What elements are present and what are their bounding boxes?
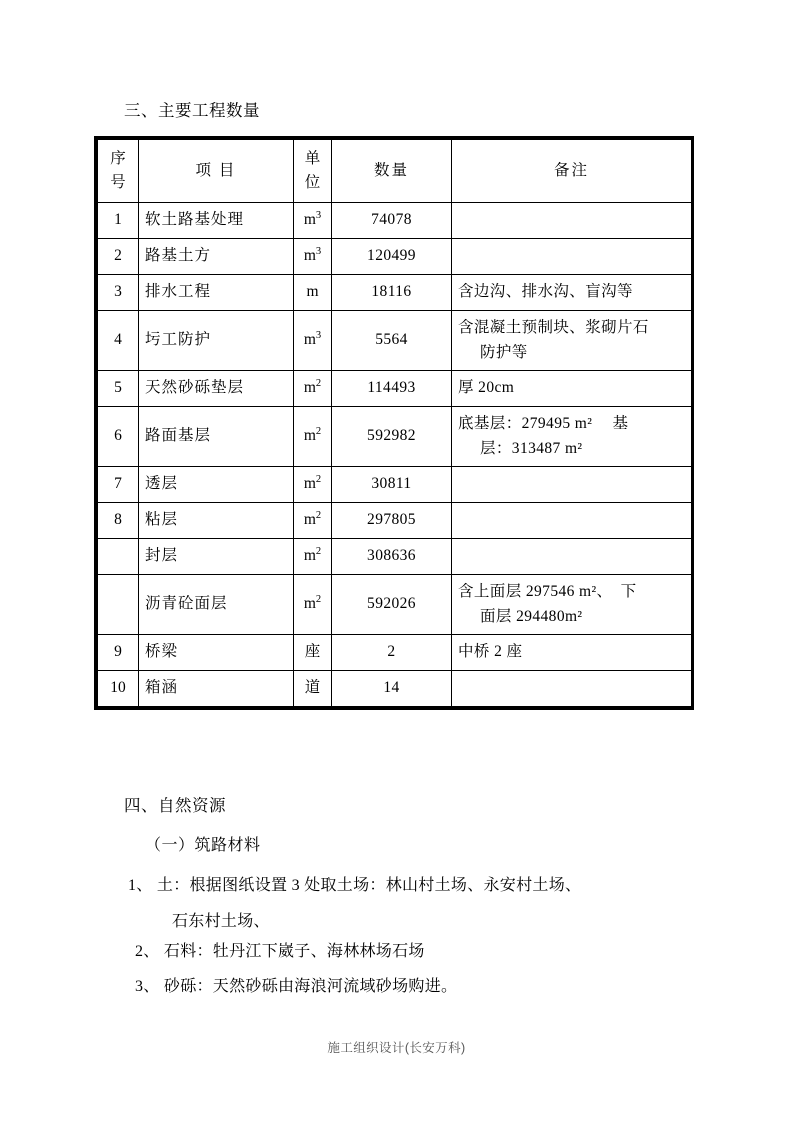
cell-quantity: 308636 <box>332 539 452 575</box>
cell-unit: $m^2$ <box>294 539 332 575</box>
remark-line: 层：313487 m² <box>480 439 583 457</box>
cell-quantity: 592026 <box>332 575 452 635</box>
table-body <box>98 140 692 707</box>
cell-quantity: 2 <box>332 635 452 671</box>
cell-remark <box>452 371 692 407</box>
cell-item-name: 桥梁 <box>139 635 294 671</box>
cell-remark <box>452 575 692 635</box>
remark-line: 含上面层 297546 m²、 下 <box>458 583 637 601</box>
cell-quantity: 74078 <box>332 203 452 239</box>
table-row <box>98 407 692 467</box>
table-row <box>98 635 692 671</box>
header-serial-line2: 号 <box>110 174 126 191</box>
cell-remark <box>452 503 692 539</box>
cell-unit: $m^2$ <box>294 575 332 635</box>
section-heading-natural-resources: 四、自然资源 <box>124 796 226 815</box>
cell-item-name: 路基土方 <box>139 239 294 275</box>
remark-line: 面层 294480m² <box>480 607 583 625</box>
header-cell-quantity: 数量 <box>332 140 452 203</box>
cell-item-name: 天然砂砾垫层 <box>139 371 294 407</box>
subsection-heading-road-materials: （一）筑路材料 <box>145 837 261 854</box>
cell-quantity: 120499 <box>332 239 452 275</box>
cell-serial-no: 5 <box>98 371 139 407</box>
table-row <box>98 671 692 707</box>
table-row <box>98 539 692 575</box>
cell-remark <box>452 203 692 239</box>
remark-line: 含混凝土预制块、浆砌片石 <box>458 319 649 337</box>
cell-quantity: 14 <box>332 671 452 707</box>
quantity-table-container <box>94 136 694 710</box>
cell-quantity: 592982 <box>332 407 452 467</box>
unit-exponent: 3 <box>315 330 322 342</box>
cell-unit: 道 <box>294 671 332 707</box>
cell-serial-no: 6 <box>98 407 139 467</box>
table-row <box>98 371 692 407</box>
cell-serial-no: 9 <box>98 635 139 671</box>
cell-unit: $m^2$ <box>294 467 332 503</box>
cell-item-name: 沥青砼面层 <box>139 575 294 635</box>
header-cell-item: 项 目 <box>139 140 294 203</box>
cell-serial-no: 1 <box>98 203 139 239</box>
cell-remark <box>452 407 692 467</box>
cell-remark <box>452 239 692 275</box>
cell-item-name: 粘层 <box>139 503 294 539</box>
cell-unit: $m^3$ <box>294 311 332 371</box>
table-row <box>98 575 692 635</box>
cell-item-name: 圬工防护 <box>139 311 294 371</box>
cell-item-name: 软土路基处理 <box>139 203 294 239</box>
cell-serial-no: 10 <box>98 671 139 707</box>
paragraph-soil-line1: 1、 土：根据图纸设置 3 处取土场：林山村土场、永安村土场、 <box>128 877 582 894</box>
cell-unit: m <box>294 275 332 311</box>
table-row <box>98 203 692 239</box>
cell-serial-no: 8 <box>98 503 139 539</box>
table-row <box>98 311 692 371</box>
cell-unit: $m^3$ <box>294 203 332 239</box>
cell-remark <box>452 275 692 311</box>
cell-unit: $m^2$ <box>294 407 332 467</box>
cell-unit: $m^2$ <box>294 503 332 539</box>
cell-item-name: 透层 <box>139 467 294 503</box>
page-footer: 施工组织设计(长安万科) <box>327 1041 466 1055</box>
remark-line: 厚 20cm <box>458 379 515 397</box>
remark-line: 底基层：279495 m² 基 <box>458 415 629 433</box>
header-cell-remark: 备注 <box>452 140 692 203</box>
cell-serial-no <box>98 575 139 635</box>
cell-serial-no: 2 <box>98 239 139 275</box>
table-row <box>98 503 692 539</box>
cell-quantity: 30811 <box>332 467 452 503</box>
table-row <box>98 275 692 311</box>
header-cell-serial-no <box>98 140 139 203</box>
cell-item-name: 封层 <box>139 539 294 575</box>
paragraph-soil-line2: 石东村土场、 <box>172 913 270 930</box>
cell-serial-no: 7 <box>98 467 139 503</box>
table-header-row <box>98 140 692 203</box>
unit-exponent: 2 <box>315 546 322 558</box>
unit-exponent: 2 <box>315 378 322 390</box>
cell-item-name: 路面基层 <box>139 407 294 467</box>
header-unit-line2: 位 <box>304 174 321 191</box>
unit-exponent: 3 <box>315 210 322 222</box>
cell-serial-no: 4 <box>98 311 139 371</box>
cell-remark <box>452 635 692 671</box>
cell-unit: $m^3$ <box>294 239 332 275</box>
header-serial-line1: 序 <box>110 149 126 167</box>
table-row <box>98 467 692 503</box>
cell-item-name: 箱涵 <box>139 671 294 707</box>
table-row <box>98 239 692 275</box>
cell-quantity: 18116 <box>332 275 452 311</box>
cell-serial-no: 3 <box>98 275 139 311</box>
cell-unit: 座 <box>294 635 332 671</box>
unit-exponent: 2 <box>315 510 322 522</box>
page-title: 三、主要工程数量 <box>124 101 260 120</box>
cell-remark <box>452 467 692 503</box>
cell-item-name: 排水工程 <box>139 275 294 311</box>
unit-exponent: 3 <box>315 246 322 258</box>
header-cell-unit <box>294 140 332 203</box>
remark-line: 防护等 <box>480 343 528 361</box>
cell-quantity: 114493 <box>332 371 452 407</box>
cell-quantity: 297805 <box>332 503 452 539</box>
cell-quantity: 5564 <box>332 311 452 371</box>
remark-line: 含边沟、排水沟、盲沟等 <box>458 283 633 301</box>
unit-exponent: 2 <box>315 426 322 438</box>
remark-line: 中桥 2 座 <box>458 643 523 661</box>
unit-exponent: 2 <box>315 474 322 486</box>
main-quantity-table <box>97 139 692 707</box>
cell-remark <box>452 671 692 707</box>
cell-remark <box>452 539 692 575</box>
unit-exponent: 2 <box>315 594 322 606</box>
cell-remark <box>452 311 692 371</box>
cell-unit: $m^2$ <box>294 371 332 407</box>
paragraph-gravel: 3、 砂砾：天然砂砾由海浪河流域砂场购进。 <box>135 978 458 995</box>
paragraph-stone-material: 2、 石料：牡丹江下崴子、海林林场石场 <box>135 943 425 960</box>
cell-serial-no <box>98 539 139 575</box>
header-unit-line1: 单 <box>304 149 321 167</box>
